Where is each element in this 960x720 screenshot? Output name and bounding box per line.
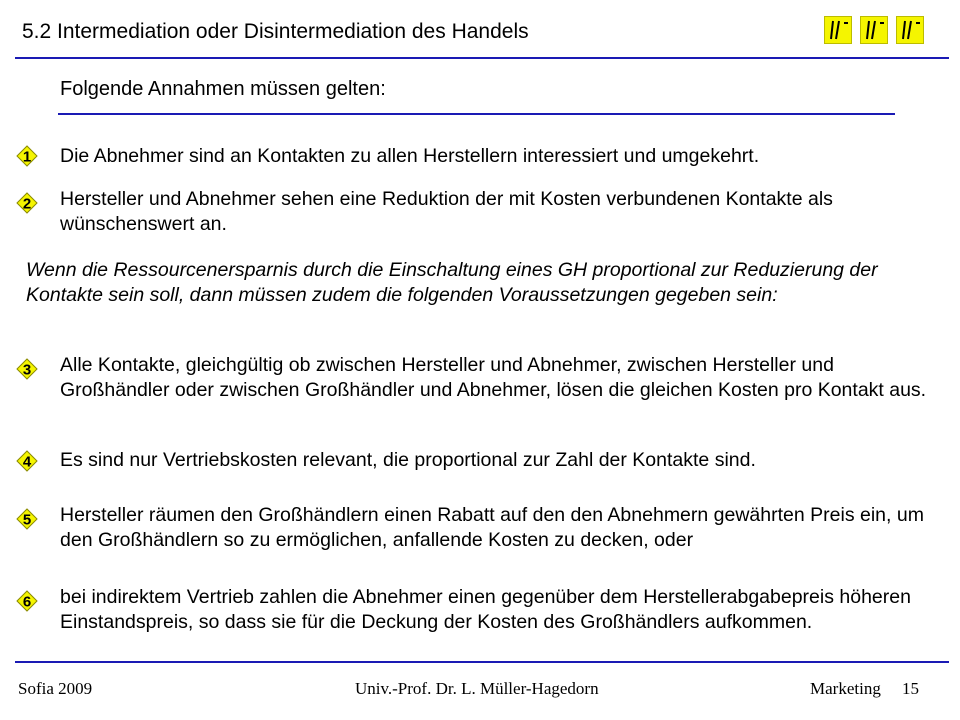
assumption-item: bei indirektem Vertrieb zahlen die Abnehmer einen gegenüber dem Herstellerabgabepreis höheren Einstandspreis, so dass sie für die Deckung der Kosten des Großhändlers aufkommen.	[60, 586, 911, 633]
badge-number: 5	[22, 511, 32, 529]
badge-number: 6	[22, 593, 32, 611]
page-number: 15	[902, 679, 919, 698]
badge-number: 2	[22, 195, 32, 213]
number-badge-3	[14, 356, 38, 380]
number-badge-6	[14, 588, 38, 612]
page-title: 5.2 Intermediation oder Disintermediation des Handels	[22, 20, 529, 43]
number-badge-4	[14, 448, 38, 472]
header-divider	[15, 57, 949, 59]
logo-icon	[824, 16, 852, 44]
footer-location: Sofia 2009	[18, 679, 93, 698]
subtitle-divider	[58, 113, 895, 115]
assumption-item: Alle Kontakte, gleichgültig ob zwischen Hersteller und Abnehmer, zwischen Hersteller und Großhändler oder zwischen Großhändler und Abnehmer, lösen die gleichen Kosten pro Kontakt aus.	[60, 354, 927, 401]
number-badge-2	[14, 190, 38, 214]
badge-number: 1	[22, 148, 32, 166]
number-badge-1	[14, 143, 38, 167]
footer-course: Marketing	[810, 679, 881, 698]
assumption-item: Es sind nur Vertriebskosten relevant, die proportional zur Zahl der Kontakte sind.	[60, 449, 756, 471]
logo-icon	[860, 16, 888, 44]
footer-divider	[15, 661, 949, 663]
number-badge-5	[14, 506, 38, 530]
logo-icon	[896, 16, 924, 44]
badge-number: 4	[22, 453, 32, 471]
badge-number: 3	[22, 361, 32, 379]
assumption-item: Hersteller und Abnehmer sehen eine Reduktion der mit Kosten verbundenen Kontakte als wünschenswert an.	[60, 188, 833, 235]
assumption-item: Hersteller räumen den Großhändlern einen Rabatt auf den den Abnehmern gewährten Preis ein, um den Großhändlern so zu ermöglichen, anfallende Kosten zu decken, oder	[60, 504, 924, 551]
assumption-item: Die Abnehmer sind an Kontakten zu allen Herstellern interessiert und umgekehrt.	[60, 145, 760, 167]
condition-paragraph: Wenn die Ressourcenersparnis durch die Einschaltung eines GH proportional zur Reduzierung der Kontakte sein soll, dann müssen zudem die folgenden Voraussetzungen gegeben sein:	[26, 259, 878, 306]
footer-author: Univ.-Prof. Dr. L. Müller-Hagedorn	[355, 679, 599, 698]
subtitle: Folgende Annahmen müssen gelten:	[60, 78, 386, 100]
